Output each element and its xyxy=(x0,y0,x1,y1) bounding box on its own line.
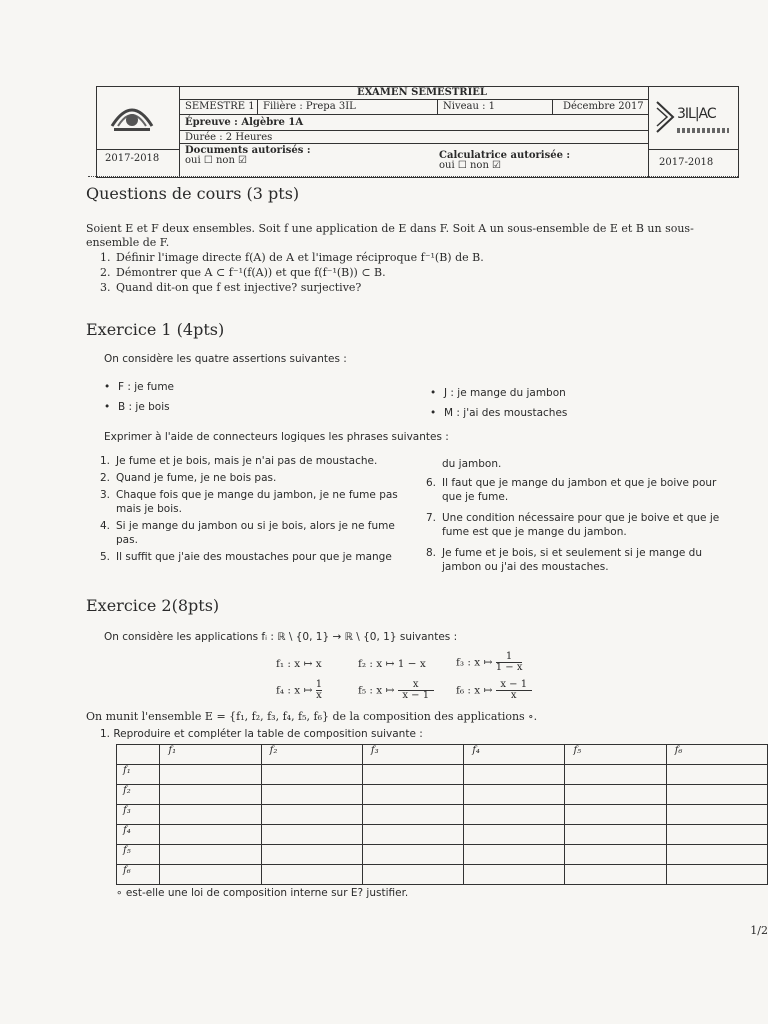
3il-logo xyxy=(655,100,731,140)
f3-def: f₃ : x ↦ $\frac{1}{1 - x}$ xyxy=(456,651,523,673)
table-header-cell: f₃ xyxy=(362,745,463,765)
composition-table xyxy=(116,744,768,885)
niveau: Niveau : 1 xyxy=(443,101,496,112)
list-item: 1. Définir l'image directe f(A) de A et l'image réciproque f⁻¹(B) de B. xyxy=(100,251,484,264)
f2-def: f₂ : x ↦ 1 − x xyxy=(358,658,426,670)
assertions-right xyxy=(430,383,680,423)
row-label: f₃ xyxy=(117,805,160,825)
school-year-right: 2017-2018 xyxy=(659,157,714,168)
ex2-ensemble: On munit l'ensemble E = {f₁, f₂, f₃, f₄, f₅, f₆} de la composition des applications ∘. xyxy=(86,710,538,723)
exam-title: EXAMEN SEMESTRIEL xyxy=(357,87,487,98)
documents-choice: oui ☐ non ☑ xyxy=(185,155,248,166)
cours-intro-line1: Soient E et F deux ensembles. Soit f une application de E dans F. Soit A un sous-ensemble de E et B un sous- xyxy=(86,222,694,235)
row-label: f₆ xyxy=(117,865,160,885)
table-header-cell: f₂ xyxy=(261,745,362,765)
table-row xyxy=(117,765,768,785)
ex1-items-right xyxy=(426,476,731,575)
table-row xyxy=(117,825,768,845)
list-item: 2. Démontrer que A ⊂ f⁻¹(f(A)) et que f(f⁻¹(B)) ⊂ B. xyxy=(100,266,386,279)
table-header-cell xyxy=(117,745,160,765)
page-number: 1/2 xyxy=(750,924,768,937)
ex1-intro: On considère les quatre assertions suivantes : xyxy=(104,353,347,365)
table-header-row xyxy=(117,745,768,765)
separator xyxy=(88,176,738,177)
school-year-left: 2017-2018 xyxy=(105,153,160,164)
duree: Durée : 2 Heures xyxy=(185,132,273,143)
f4-def: f₄ : x ↦ $\frac{1}{x}$ xyxy=(276,679,323,701)
exam-header xyxy=(96,86,739,178)
filiere: Filière : Prepa 3IL xyxy=(263,101,356,112)
list-item: 3. Quand dit-on que f est injective? surjective? xyxy=(100,281,362,294)
ex2-q1: 1. Reproduire et compléter la table de composition suivante : xyxy=(100,728,423,740)
arrow-logo-icon xyxy=(655,100,675,134)
list-item: • F : je fume xyxy=(104,377,304,397)
row-label: f₂ xyxy=(117,785,160,805)
list-item: • M : j'ai des moustaches xyxy=(430,403,680,423)
exam-date: Décembre 2017 xyxy=(563,101,644,112)
list-item: • B : je bois xyxy=(104,397,304,417)
semestre: SEMESTRE 1 xyxy=(185,101,255,112)
documents-label: Documents autorisés : xyxy=(185,145,311,156)
table-header-cell: f₁ xyxy=(160,745,261,765)
assertions-left xyxy=(104,377,304,417)
cours-questions xyxy=(100,251,700,296)
list-item: 5. Il suffit que j'aie des moustaches pour que je mange xyxy=(100,551,392,563)
list-item: 3. Chaque fois que je mange du jambon, je ne fume pas mais je bois. xyxy=(100,489,398,515)
table-header-cell: f₄ xyxy=(464,745,565,765)
list-item: 4. Si je mange du jambon ou si je bois, alors je ne fume pas. xyxy=(100,520,395,546)
epreuve: Épreuve : Algèbre 1A xyxy=(185,117,304,128)
list-item: 6. Il faut que je mange du jambon et que je boive pour que je fume. xyxy=(426,477,717,503)
list-item: 2. Quand je fume, je ne bois pas. xyxy=(100,472,277,484)
logo-subtitle-decoration xyxy=(677,128,729,133)
ex1-items-left xyxy=(100,454,400,565)
logo-text: 3IL|AC xyxy=(677,106,716,122)
table-row xyxy=(117,785,768,805)
table-row xyxy=(117,845,768,865)
ex2-question-after: ∘ est-elle une loi de composition interne sur E? justifier. xyxy=(116,887,409,899)
calculatrice-label: Calculatrice autorisée : xyxy=(439,150,571,161)
item5-continuation: du jambon. xyxy=(442,458,502,470)
f6-def: f₆ : x ↦ $\frac{x - 1}{x}$ xyxy=(456,680,532,701)
list-item: 7. Une condition nécessaire pour que je boive et que je fume est que je mange du jambon. xyxy=(426,512,720,538)
row-label: f₁ xyxy=(117,765,160,785)
ex2-title: Exercice 2(8pts) xyxy=(86,596,220,615)
school-logo-icon xyxy=(108,92,156,136)
table-row xyxy=(117,865,768,885)
f5-def: f₅ : x ↦ $\frac{x}{x - 1}$ xyxy=(358,680,434,701)
ex1-instruction: Exprimer à l'aide de connecteurs logiques les phrases suivantes : xyxy=(104,431,449,443)
function-definitions xyxy=(276,652,536,710)
cours-intro xyxy=(86,222,736,250)
cours-intro-line2: ensemble de F. xyxy=(86,236,170,249)
list-item: • J : je mange du jambon xyxy=(430,383,680,403)
table-header-cell: f₅ xyxy=(565,745,666,765)
table-row xyxy=(117,805,768,825)
ex1-title: Exercice 1 (4pts) xyxy=(86,320,225,339)
cours-title: Questions de cours (3 pts) xyxy=(86,184,300,203)
row-label: f₅ xyxy=(117,845,160,865)
list-item: 8. Je fume et je bois, si et seulement si je mange du jambon ou j'ai des moustaches. xyxy=(426,547,702,573)
table-header-cell: f₆ xyxy=(666,745,767,765)
f1-def: f₁ : x ↦ x xyxy=(276,658,322,670)
ex2-intro: On considère les applications fᵢ : ℝ \ {0, 1} → ℝ \ {0, 1} suivantes : xyxy=(104,631,458,643)
row-label: f₄ xyxy=(117,825,160,845)
list-item: 1. Je fume et je bois, mais je n'ai pas de moustache. xyxy=(100,455,378,467)
calculatrice-choice: oui ☐ non ☑ xyxy=(439,160,502,171)
